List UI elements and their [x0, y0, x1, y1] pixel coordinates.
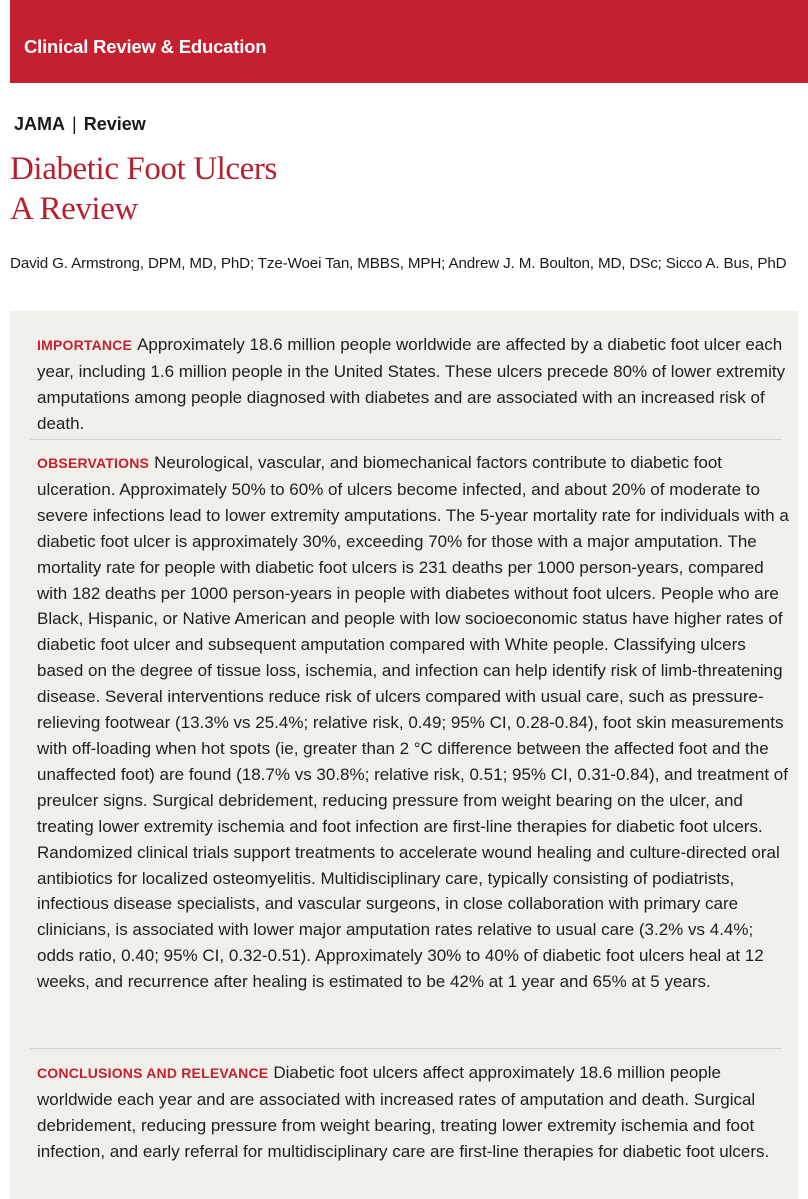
title-main: Diabetic Foot Ulcers — [10, 151, 277, 187]
abstract-panel — [10, 311, 798, 1199]
article-type: Review — [83, 114, 146, 134]
article-title — [10, 149, 277, 229]
importance-label: IMPORTANCE — [37, 337, 133, 353]
importance-section — [37, 332, 789, 437]
observations-section — [37, 450, 789, 995]
observations-text: Neurological, vascular, and biomechanical factors contribute to diabetic foot ulceration. Approximately 50% to 60% of ulcers become infected, and about 20% of moderate to severe infections lead to lower extremity amputations. The 5-year mortality rate for individuals with a diabetic foot ulcer is approximately 30%, exceeding 70% for those with a major amputation. The mortality rate for people with diabetic foot ulcers is 231 deaths per 1000 person-years, compared with 182 deaths per 1000 person-years in people with diabetes without foot ulcers. People who are Black, Hispanic, or Native American and people with low socioeconomic status have higher rates of diabetic foot ulcer and subsequent amputation compared with White people. Classifying ulcers based on the degree of tissue loss, ischemia, and infection can help identify risk of limb-threatening disease. Several interventions reduce risk of ulcers compared with usual care, such as pressure-relieving footwear (13.3% vs 25.4%; relative risk, 0.49; 95% CI, 0.28-0.84), foot skin measurements with off-loading when hot spots (ie, greater than 2 °C difference between the affected foot and the unaffected foot) are found (18.7% vs 30.8%; relative risk, 0.51; 95% CI, 0.31-0.84), and treatment of preulcer signs. Surgical debridement, reducing pressure from weight bearing on the ulcer, and treating lower extremity ischemia and foot infection are first-line therapies for diabetic foot ulcers. Randomized clinical trials support treatments to accelerate wound healing and culture-directed oral antibiotics for localized osteomyelitis. Multidisciplinary care, typically consisting of podiatrists, infectious disease specialists, and vascular surgeons, in close collaboration with primary care clinicians, is associated with lower major amputation rates relative to usual care (3.2% vs 4.4%; odds ratio, 0.40; 95% CI, 0.32-0.51). Approximately 30% to 40% of diabetic foot ulcers heal at 12 weeks, and recurrence after healing is estimated to be 42% at 1 year and 65% at 5 years. — [37, 453, 789, 992]
title-subtitle: A Review — [10, 191, 138, 227]
section-banner — [10, 0, 808, 83]
conclusions-section — [37, 1060, 789, 1165]
conclusions-text: Diabetic foot ulcers affect approximately 18.6 million people worldwide each year and are associated with increased rates of amputation and death. Surgical debridement, reducing pressure from weight bearing, treating lower extremity ischemia and foot infection, and early referral for multidisciplinary care are first-line therapies for diabetic foot ulcers. — [37, 1063, 770, 1161]
importance-text: Approximately 18.6 million people worldwide are affected by a diabetic foot ulcer each year, including 1.6 million people in the United States. These ulcers precede 80% of lower extremity amputations among people diagnosed with diabetes and are associated with an increased risk of death. — [37, 335, 786, 433]
conclusions-label: CONCLUSIONS AND RELEVANCE — [37, 1065, 269, 1081]
article-kicker — [14, 114, 146, 135]
banner-label: Clinical Review & Education — [24, 36, 267, 57]
observations-label: OBSERVATIONS — [37, 455, 150, 471]
author-list: David G. Armstrong, DPM, MD, PhD; Tze-Woei Tan, MBBS, MPH; Andrew J. M. Boulton, MD, DSc; Sicco A. Bus, PhD — [10, 255, 787, 272]
journal-name: JAMA — [14, 114, 66, 134]
section-divider — [30, 1048, 782, 1049]
kicker-separator: | — [72, 114, 77, 134]
section-divider — [30, 439, 782, 440]
